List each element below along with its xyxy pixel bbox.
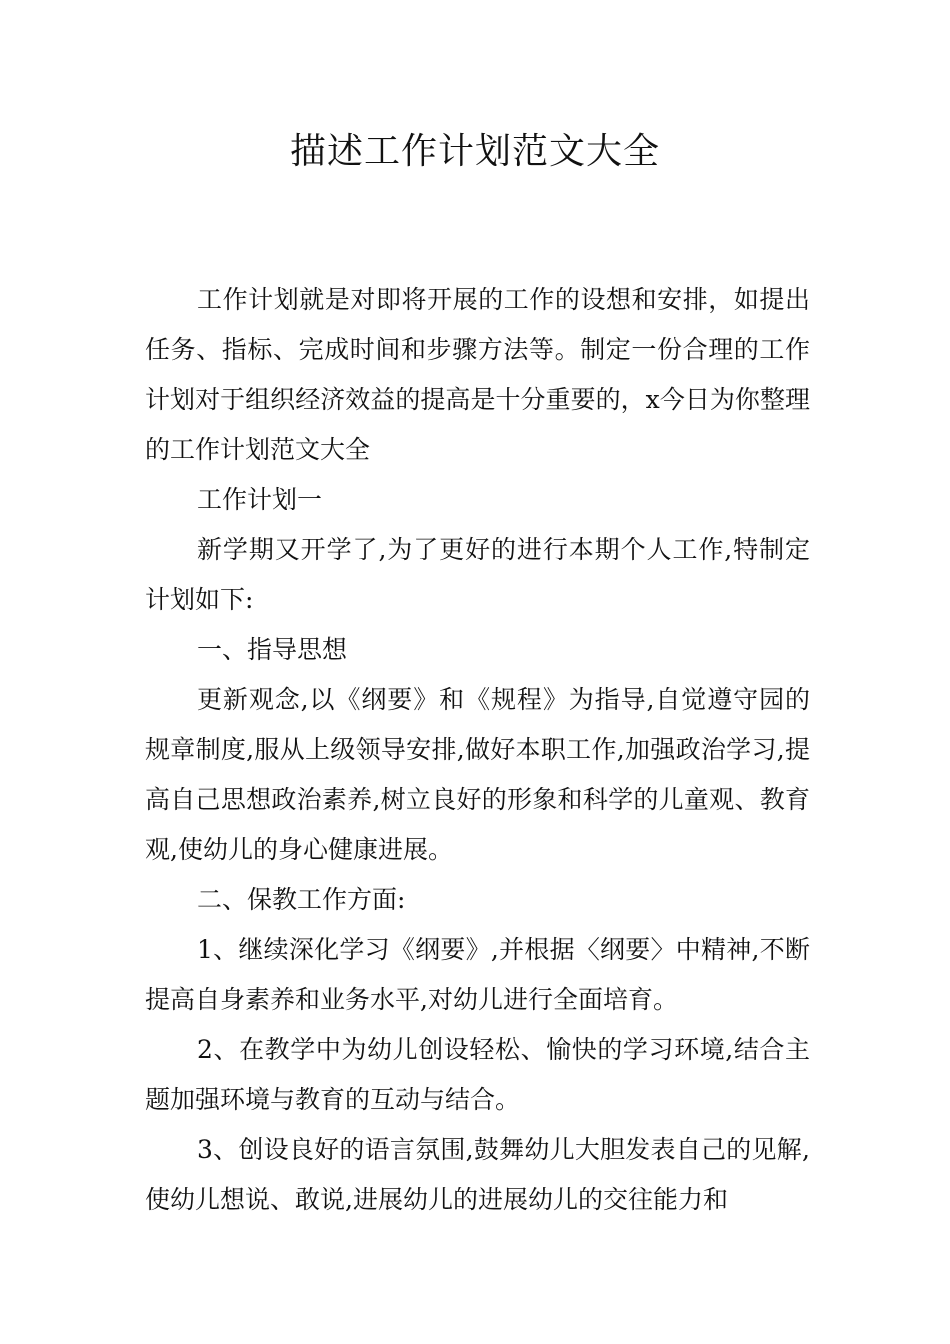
document-body [145,275,810,1225]
paragraph-plan-one-intro: 新学期又开学了,为了更好的进行本期个人工作,特制定计划如下: [145,535,810,614]
list-item-3: 3、创设良好的语言氛围,鼓舞幼儿大胆发表自己的见解,使幼儿想说、敢说,进展幼儿的进展幼儿的交往能力和 [145,1135,810,1214]
paragraph-plan-one-heading: 工作计划一 [197,485,323,514]
list-item-1: 1、继续深化学习《纲要》,并根据〈纲要〉中精神,不断提高自身素养和业务水平,对幼儿进行全面培育。 [145,935,810,1014]
document-title: 描述工作计划范文大全 [289,131,660,172]
paragraph-intro: 工作计划就是对即将开展的工作的设想和安排，如提出任务、指标、完成时间和步骤方法等。制定一份合理的工作计划对于组织经济效益的提高是十分重要的，x今日为你整理的工作计划范文大全 [145,285,810,464]
paragraph-guiding-thought: 更新观念,以《纲要》和《规程》为指导,自觉遵守园的规章制度,服从上级领导安排,做好本职工作,加强政治学习,提高自己思想政治素养,树立良好的形象和科学的儿童观、教育观,使幼儿的身心健康进展。 [145,685,810,864]
section-heading-guiding-thought: 一、指导思想 [197,635,348,664]
list-item-2: 2、在教学中为幼儿创设轻松、愉快的学习环境,结合主题加强环境与教育的互动与结合。 [145,1035,810,1114]
section-heading-education-work: 二、保教工作方面: [197,885,406,914]
